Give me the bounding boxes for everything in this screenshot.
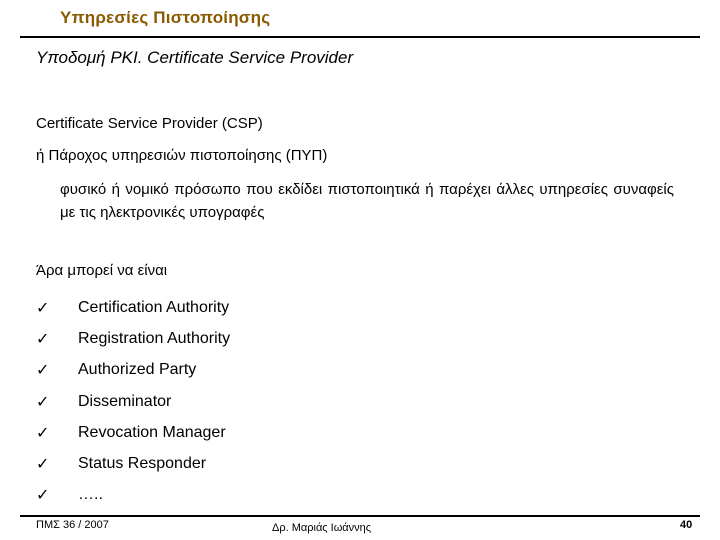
list-item xyxy=(36,448,230,479)
role-label: Certification Authority xyxy=(78,298,230,316)
role-label: Registration Authority xyxy=(78,329,231,347)
checkmark-icon: ✓ xyxy=(36,393,50,411)
role-label: Disseminator xyxy=(78,392,172,410)
list-item xyxy=(36,292,230,323)
role-label: Revocation Manager xyxy=(78,423,226,441)
list-item xyxy=(36,323,230,354)
csp-definition: φυσικό ή νομικό πρόσωπο που εκδίδει πιστοποιητικά ή παρέχει άλλες υπηρεσίες συναφείς με τις ηλεκτρονικές υπογραφές xyxy=(60,181,674,221)
list-item xyxy=(36,355,230,386)
list-item xyxy=(36,417,230,448)
role-label: ….. xyxy=(78,486,103,504)
roles-list xyxy=(36,292,230,511)
checkmark-icon: ✓ xyxy=(36,456,50,474)
csp-name: Certificate Service Provider (CSP) xyxy=(36,115,263,132)
role-label: Authorized Party xyxy=(78,361,197,379)
list-item xyxy=(36,480,230,511)
list-item xyxy=(36,386,230,417)
checkmark-icon: ✓ xyxy=(36,362,50,380)
slide-header-title: Υπηρεσίες Πιστοποίησης xyxy=(60,8,271,27)
page-number: 40 xyxy=(680,519,693,531)
role-label: Status Responder xyxy=(78,455,207,473)
header-divider xyxy=(20,36,700,38)
checkmark-icon: ✓ xyxy=(36,299,50,317)
slide-subtitle: Υποδομή PKI. Certificate Service Provider xyxy=(36,48,354,67)
checkmark-icon: ✓ xyxy=(36,424,50,442)
footer-course: ΠΜΣ 36 / 2007 xyxy=(36,519,109,531)
roles-intro: Άρα μπορεί να είναι xyxy=(36,262,168,279)
checkmark-icon: ✓ xyxy=(36,330,50,348)
checkmark-icon: ✓ xyxy=(36,487,50,505)
csp-greek-name: ή Πάροχος υπηρεσιών πιστοποίησης (ΠΥΠ) xyxy=(36,147,328,164)
footer-divider xyxy=(20,515,700,517)
footer-author: Δρ. Μαριάς Ιωάννης xyxy=(272,522,372,534)
